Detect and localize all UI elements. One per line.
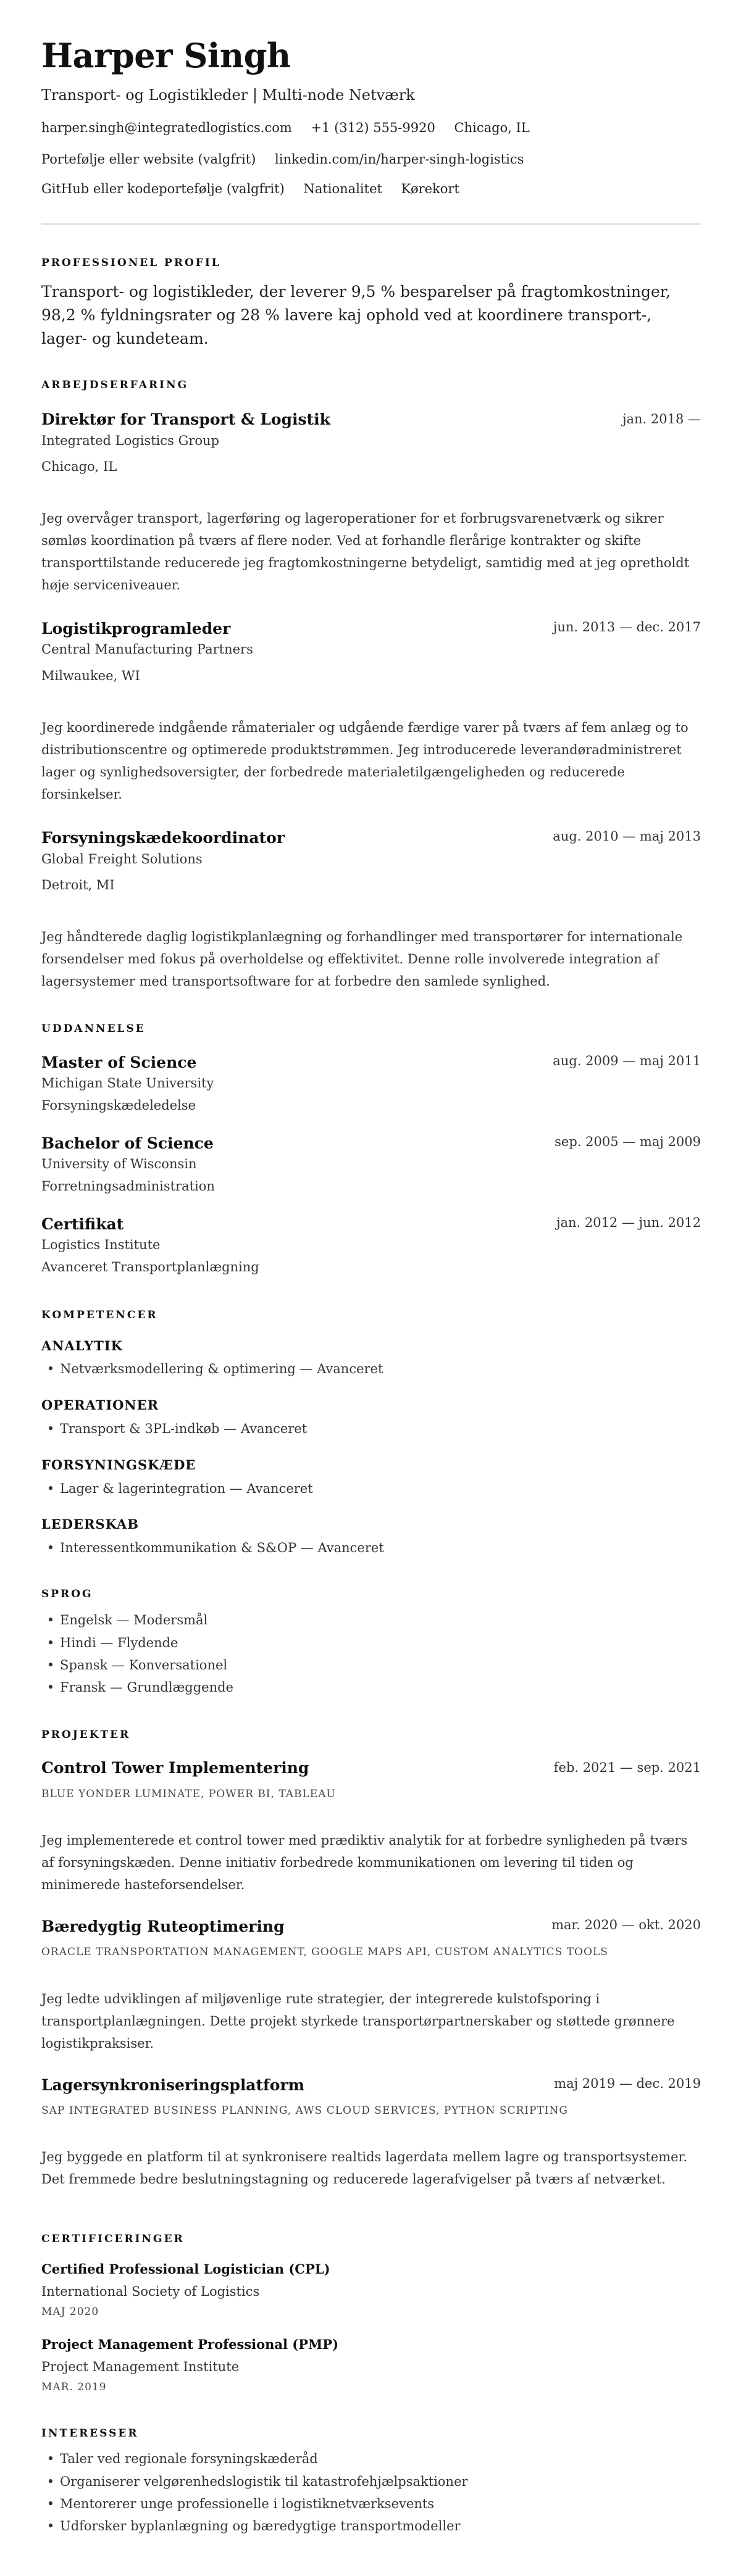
section-heading-interests: INTERESSER [41, 2427, 139, 2440]
project-tech: BLUE YONDER LUMINATE, POWER BI, TABLEAU [41, 1788, 336, 1800]
contact-row-2 [41, 152, 538, 167]
portfolio-link[interactable]: Portefølje eller website (valgfrit) [41, 152, 256, 167]
language-item: • Engelsk — Modersmål [41, 1613, 207, 1627]
profile-summary: Transport- og logistikleder, der leverer 9,5 % besparelser på fragtomkostninger, 98,2 % fyldningsrater og 28 % lavere kaj ophold ved at koordinere transport-, lager- og kundeteam. [41, 283, 671, 347]
job-date: jan. 2018 — [622, 412, 701, 426]
job-description: Jeg overvåger transport, lagerføring og lageroperationer for et forbrugsvarenetværk og sikrer sømløs koordination på tværs af flere noder. Ved at forhandle flerårige kontrakter og skifte transporttilstande reducerede jeg fragtomkostningerne betydeligt, samtidig med at jeg opretholdt høje serviceniveauer. [41, 511, 690, 592]
skill-item: • Lager & lagerintegration — Avanceret [41, 1481, 313, 1496]
candidate-name: Harper Singh [41, 36, 291, 75]
field-of-study: Avanceret Transportplanlægning [41, 1260, 259, 1274]
section-heading-certifications: CERTIFICERINGER [41, 2233, 185, 2245]
interest-item: • Udforsker byplanlægning og bæredygtige transportmodeller [41, 2519, 461, 2533]
project-description: Jeg byggede en platform til at synkronisere realtids lagerdata mellem lagre og transportsystemer. Det fremmede bedre beslutningstagning og reducerede lagerafvigelser på tværs af netværket. [41, 2150, 688, 2187]
skill-category: OPERATIONER [41, 1397, 159, 1413]
phone-number[interactable]: +1 (312) 555-9920 [311, 120, 435, 135]
language-item: • Fransk — Grundlæggende [41, 1680, 233, 1695]
project-title: Bæredygtig Ruteoptimering [41, 1917, 285, 1935]
job-description: Jeg koordinerede indgående råmaterialer og udgående færdige varer på tværs af fem anlæg og to distributionscentre og optimerede produktstrømmen. Jeg introducerede leverandøradministreret lager og synlighedsoversigter, der forbedrede materialetilgængeligheden og reducerede forsinkelser. [41, 720, 689, 802]
project-tech: SAP INTEGRATED BUSINESS PLANNING, AWS CLOUD SERVICES, PYTHON SCRIPTING [41, 2104, 568, 2117]
job-company: Integrated Logistics Group [41, 433, 219, 448]
field-of-study: Forsyningskædeledelse [41, 1098, 196, 1113]
interest-item: • Organiserer velgørenhedslogistik til katastrofehjælpsaktioner [41, 2474, 468, 2489]
project-tech: ORACLE TRANSPORTATION MANAGEMENT, GOOGLE MAPS API, CUSTOM ANALYTICS TOOLS [41, 1946, 608, 1958]
language-item: • Spansk — Konversationel [41, 1658, 227, 1672]
section-heading-skills: KOMPETENCER [41, 1309, 158, 1321]
job-date: aug. 2010 — maj 2013 [553, 829, 701, 844]
project-date: maj 2019 — dec. 2019 [554, 2076, 701, 2091]
section-heading-education: UDDANNELSE [41, 1023, 146, 1035]
linkedin-link[interactable]: linkedin.com/in/harper-singh-logistics [275, 152, 524, 167]
skill-category: ANALYTIK [41, 1338, 123, 1353]
school-name: Michigan State University [41, 1076, 214, 1091]
contact-row-3 [41, 181, 474, 196]
project-description: Jeg implementerede et control tower med prædiktiv analytik for at forbedre synligheden på tværs af forsyningskæden. Denne initiativ forbedrede kommunikationen om levering til tiden og minimerede hasteforsendelser. [41, 1833, 688, 1892]
skill-item: • Interessentkommunikation & S&OP — Avanceret [41, 1540, 384, 1555]
project-title: Control Tower Implementering [41, 1759, 309, 1777]
cert-issuer: Project Management Institute [41, 2359, 240, 2374]
language-item: • Hindi — Flydende [41, 1635, 178, 1650]
school-name: University of Wisconsin [41, 1157, 197, 1171]
degree-date: sep. 2005 — maj 2009 [555, 1134, 701, 1149]
email-link[interactable]: harper.singh@integratedlogistics.com [41, 120, 292, 135]
job-title: Forsyningskædekoordinator [41, 829, 285, 847]
job-date: jun. 2013 — dec. 2017 [553, 620, 701, 634]
interest-item: • Taler ved regionale forsyningskæderåd [41, 2451, 318, 2466]
contact-row-1 [41, 120, 545, 135]
project-date: feb. 2021 — sep. 2021 [553, 1760, 701, 1775]
section-heading-languages: SPROG [41, 1588, 93, 1600]
drivers-license: Kørekort [401, 181, 459, 196]
cert-issuer: International Society of Logistics [41, 2284, 260, 2299]
section-heading-projects: PROJEKTER [41, 1729, 131, 1741]
section-heading-experience: ARBEJDSERFARING [41, 379, 189, 391]
cert-name: Certified Professional Logistician (CPL) [41, 2261, 330, 2277]
project-description: Jeg ledte udviklingen af miljøvenlige rute strategier, der integrerede kulstofsporing i transportplanlægningen. Dette projekt styrkede transportørpartnerskaber og støttede grønnere logistikpraksiser. [41, 1992, 675, 2051]
job-title: Logistikprogramleder [41, 620, 231, 638]
cert-date: MAR. 2019 [41, 2381, 107, 2393]
degree-date: aug. 2009 — maj 2011 [553, 1053, 701, 1068]
location: Chicago, IL [454, 120, 530, 135]
degree-title: Certifikat [41, 1215, 124, 1233]
job-location: Detroit, MI [41, 878, 115, 892]
cert-date: MAJ 2020 [41, 2306, 99, 2318]
interest-item: • Mentorerer unge professionelle i logistiknetværksevents [41, 2496, 434, 2511]
job-location: Chicago, IL [41, 459, 117, 474]
job-title: Direktør for Transport & Logistik [41, 410, 330, 428]
job-company: Global Freight Solutions [41, 852, 203, 866]
job-description: Jeg håndterede daglig logistikplanlægning og forhandlinger med transportører for internationale forsendelser med fokus på overholdelse og effektivitet. Denne rolle involverede integration af lagersystemer med transportsoftware for at forbedre den samlede synlighed. [41, 929, 683, 989]
job-location: Milwaukee, WI [41, 668, 140, 683]
skill-category: LEDERSKAB [41, 1516, 140, 1532]
candidate-title: Transport- og Logistikleder | Multi-node Netværk [41, 86, 415, 104]
skill-item: • Transport & 3PL-indkøb — Avanceret [41, 1421, 307, 1436]
skill-category: FORSYNINGSKÆDE [41, 1457, 196, 1473]
degree-title: Master of Science [41, 1053, 197, 1071]
degree-date: jan. 2012 — jun. 2012 [556, 1215, 701, 1230]
field-of-study: Forretningsadministration [41, 1179, 215, 1194]
job-company: Central Manufacturing Partners [41, 642, 253, 657]
header-divider [41, 223, 701, 225]
project-date: mar. 2020 — okt. 2020 [551, 1917, 701, 1932]
cert-name: Project Management Professional (PMP) [41, 2337, 339, 2352]
github-link[interactable]: GitHub eller kodeportefølje (valgfrit) [41, 181, 285, 196]
degree-title: Bachelor of Science [41, 1134, 214, 1152]
skill-item: • Netværksmodellering & optimering — Avanceret [41, 1361, 383, 1376]
project-title: Lagersynkroniseringsplatform [41, 2076, 305, 2094]
school-name: Logistics Institute [41, 1237, 161, 1252]
section-heading-profile: PROFESSIONEL PROFIL [41, 257, 221, 269]
nationality: Nationalitet [303, 181, 382, 196]
